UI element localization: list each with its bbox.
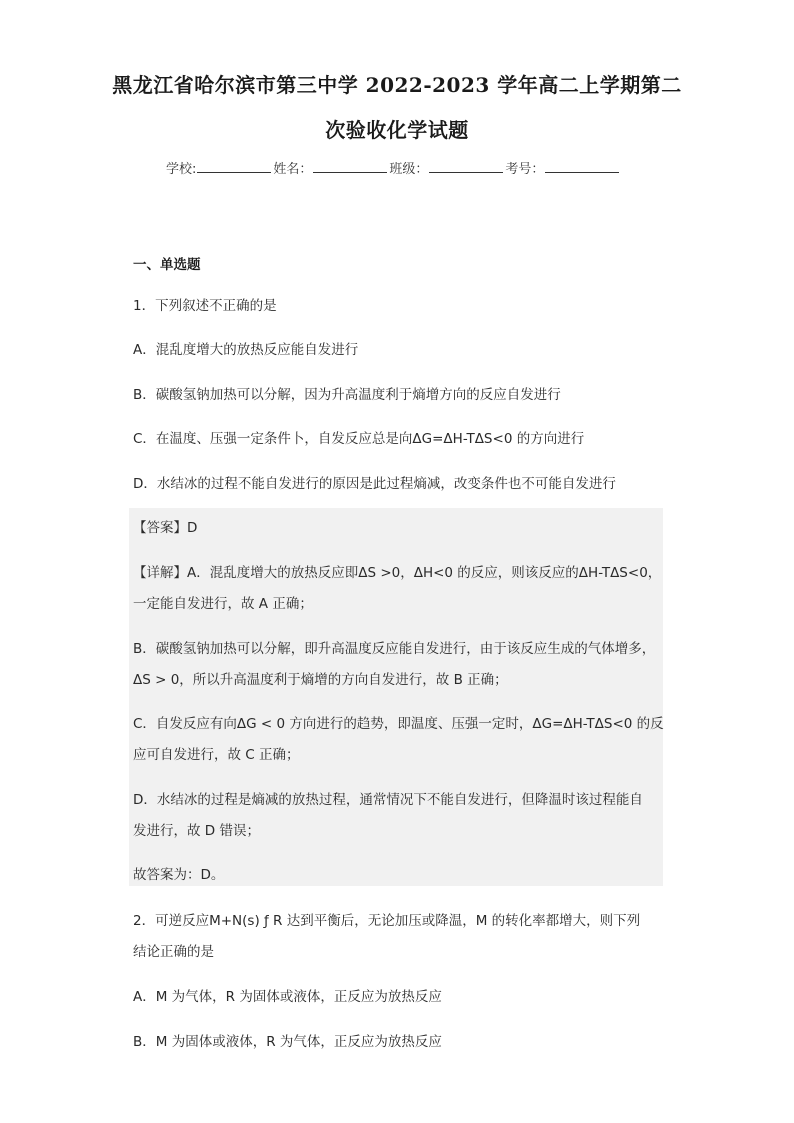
- q1-detail-line: 【详解】A．混乱度增大的放热反应即ΔS >0，ΔH<0 的反应，则该反应的ΔH-TΔS<0，: [133, 565, 662, 581]
- q1-option-c: C．在温度、压强一定条件卜，自发反应总是向ΔG=ΔH-TΔS<0 的方向进行: [133, 431, 585, 447]
- q1-detail-line: 一定能自发进行，故 A 正确；: [133, 596, 313, 612]
- class-label: 班级：: [389, 162, 429, 177]
- page-title-line-1: 黑龙江省哈尔滨市第三中学 2022-2023 学年高二上学期第二: [112, 73, 682, 97]
- class-blank[interactable]: [429, 160, 503, 173]
- id-blank[interactable]: [545, 160, 619, 173]
- q1-option-d: D．水结冰的过程不能自发进行的原因是此过程熵减，改变条件也不可能自发进行: [133, 476, 616, 492]
- school-label: 学校:: [166, 162, 197, 177]
- q2-option-a: A．M 为气体，R 为固体或液体，正反应为放热反应: [133, 989, 442, 1005]
- q2-option-b: B．M 为固体或液体，R 为气体，正反应为放热反应: [133, 1034, 442, 1050]
- q1-stem: 1．下列叙述不正确的是: [133, 298, 277, 314]
- q1-detail-line: C．自发反应有向ΔG < 0 方向进行的趋势，即温度、压强一定时，ΔG=ΔH-TΔS<0 的反: [133, 716, 664, 732]
- id-label: 考号：: [505, 162, 545, 177]
- q1-final-answer: 故答案为：D。: [133, 867, 225, 883]
- q1-detail-line: B．碳酸氢钠加热可以分解，即升高温度反应能自发进行，由于该反应生成的气体增多，: [133, 641, 656, 657]
- name-blank[interactable]: [313, 160, 387, 173]
- student-info-row: [166, 158, 621, 177]
- q2-stem-line: 2．可逆反应M+N(s) ƒ R 达到平衡后，无论加压或降温，M 的转化率都增大，则下列: [133, 913, 641, 929]
- q1-detail-line: 发进行，故 D 错误；: [133, 823, 260, 839]
- q1-detail-line: ΔS > 0，所以升高温度利于熵增的方向自发进行，故 B 正确；: [133, 672, 508, 688]
- q1-detail-line: D．水结冰的过程是熵减的放热过程，通常情况下不能自发进行，但降温时该过程能自: [133, 792, 643, 808]
- name-label: 姓名：: [273, 162, 313, 177]
- school-blank[interactable]: [197, 160, 271, 173]
- page-title-line-2: 次验收化学试题: [325, 118, 469, 142]
- q1-option-a: A．混乱度增大的放热反应能自发进行: [133, 342, 359, 358]
- q1-detail-line: 应可自发进行，故 C 正确；: [133, 747, 300, 763]
- q1-option-b: B．碳酸氢钠加热可以分解，因为升高温度利于熵增方向的反应自发进行: [133, 387, 561, 403]
- q1-answer: 【答案】D: [133, 520, 198, 536]
- q2-stem-line: 结论正确的是: [133, 944, 214, 960]
- section-title: 一、单选题: [133, 257, 201, 273]
